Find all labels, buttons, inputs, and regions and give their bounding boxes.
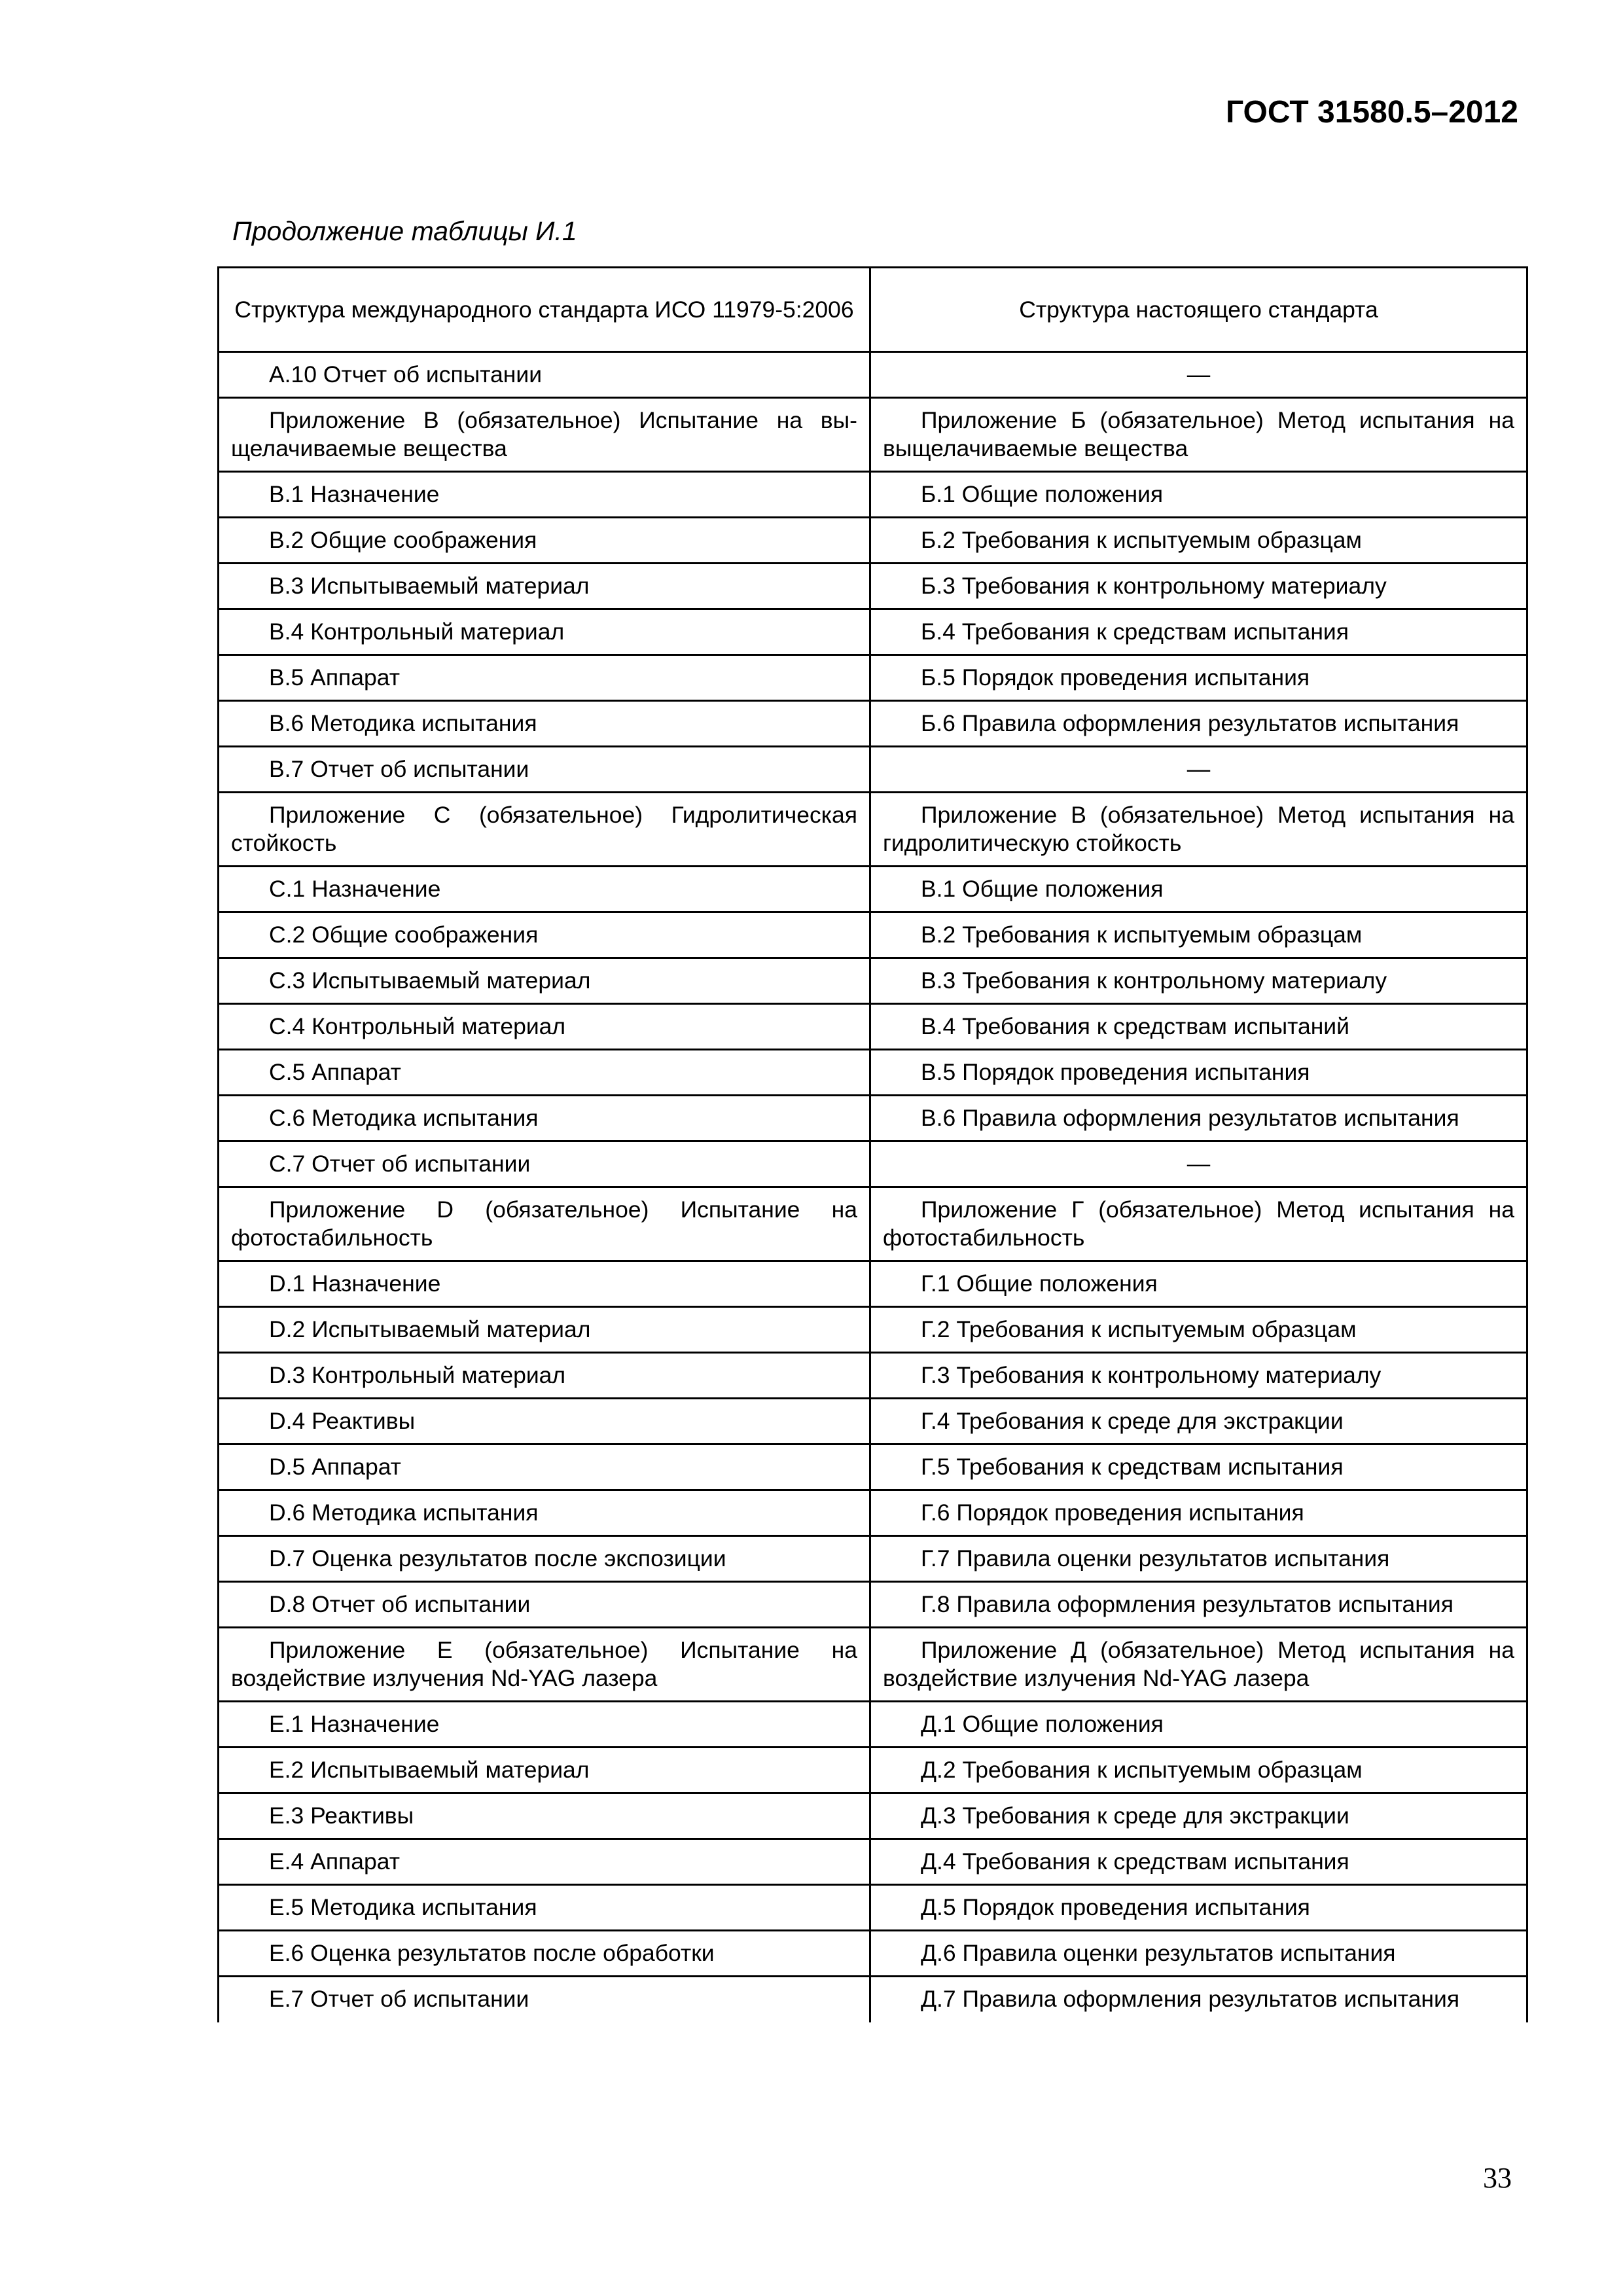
cell-national (870, 472, 1527, 518)
cell-text: D.7 Оценка результатов после экспозиции (269, 1545, 726, 1571)
table-row (219, 1793, 1527, 1839)
document-code: ГОСТ 31580.5–2012 (1225, 95, 1518, 130)
page-number: 33 (1483, 2162, 1512, 2194)
table-row (219, 793, 1527, 867)
cell-text: Г.6 Порядок проведения испытания (921, 1499, 1304, 1526)
cell-text: С.7 Отчет об испытании (269, 1151, 531, 1177)
table-row (219, 655, 1527, 701)
cell-national (870, 867, 1527, 912)
cell-text: В.2 Требования к испытуемым образцам (921, 922, 1363, 948)
cell-national (870, 912, 1527, 958)
cell-international (219, 793, 870, 867)
cell-national (870, 1748, 1527, 1793)
cell-text: В.6 Правила оформления результатов испытания (921, 1105, 1459, 1131)
cell-text: Д.6 Правила оценки результатов испытания (921, 1940, 1396, 1966)
table-row (219, 1399, 1527, 1444)
cell-international (219, 1307, 870, 1353)
table-row (219, 564, 1527, 609)
table-row (219, 1187, 1527, 1261)
cell-national (870, 1793, 1527, 1839)
cell-text: Е.1 Назначение (269, 1711, 440, 1737)
cell-international (219, 1141, 870, 1187)
table-row (219, 701, 1527, 747)
cell-national (870, 1261, 1527, 1307)
cell-text: Б.5 Порядок проведения испытания (921, 664, 1310, 691)
cell-national (870, 1536, 1527, 1582)
cell-national (870, 701, 1527, 747)
cell-international (219, 655, 870, 701)
table-row (219, 867, 1527, 912)
cell-text: D.6 Методика испытания (269, 1499, 539, 1526)
cell-text: Д.7 Правила оформления результатов испытания (921, 1986, 1460, 2012)
cell-text: Г.8 Правила оформления результатов испытания (921, 1591, 1454, 1617)
table-row (219, 1141, 1527, 1187)
table-row (219, 472, 1527, 518)
cell-international (219, 1582, 870, 1628)
table-row (219, 1353, 1527, 1399)
cell-national (870, 1050, 1527, 1096)
cell-national (870, 1187, 1527, 1261)
cell-text: D.8 Отчет об испытании (269, 1591, 531, 1617)
table-row (219, 1748, 1527, 1793)
table-row (219, 1490, 1527, 1536)
cell-text: Б.2 Требования к испытуемым образцам (921, 527, 1362, 553)
cell-national (870, 793, 1527, 867)
cell-international (219, 1050, 870, 1096)
cell-text: D.1 Назначение (269, 1270, 441, 1297)
cell-national (870, 1977, 1527, 2022)
cell-national (870, 1839, 1527, 1885)
cell-text: С.6 Методика испытания (269, 1105, 539, 1131)
table-row (219, 1702, 1527, 1748)
cell-text: В.1 Общие положения (921, 876, 1164, 902)
cell-international (219, 518, 870, 564)
cell-international (219, 1399, 870, 1444)
cell-text: Г.7 Правила оценки результатов испытания (921, 1545, 1390, 1571)
cell-international (219, 912, 870, 958)
cell-international (219, 1793, 870, 1839)
table-body (219, 352, 1527, 2022)
cell-text: В.5 Порядок проведения испытания (921, 1059, 1310, 1085)
cell-text: D.3 Контрольный материал (269, 1362, 566, 1388)
cell-text: С.4 Контрольный материал (269, 1013, 566, 1039)
cell-text: В.5 Аппарат (269, 664, 400, 691)
table-row (219, 1582, 1527, 1628)
cell-international (219, 1261, 870, 1307)
cell-text: Приложение С (обязательное) Гидролитическая стойкость (231, 802, 857, 856)
cell-international (219, 472, 870, 518)
cell-national (870, 564, 1527, 609)
cell-text: Д.4 Требования к средствам испытания (921, 1848, 1349, 1874)
table-row (219, 1839, 1527, 1885)
table-row (219, 518, 1527, 564)
cell-international (219, 609, 870, 655)
cell-text: Б.6 Правила оформления результатов испытания (921, 710, 1459, 736)
structure-comparison-table (217, 266, 1528, 2022)
cell-text: В.3 Испытываемый материал (269, 573, 590, 599)
table-row (219, 398, 1527, 472)
cell-international (219, 1977, 870, 2022)
table-row (219, 1628, 1527, 1702)
cell-international (219, 747, 870, 793)
table-row (219, 747, 1527, 793)
cell-text: Приложение Д (обязательное) Метод испытания на воздействие излучения Nd-YAG лазера (883, 1637, 1514, 1691)
table-header-row (219, 268, 1527, 352)
cell-text: Д.5 Порядок проведения испытания (921, 1894, 1310, 1920)
table-row (219, 352, 1527, 398)
cell-text: Е.3 Реактивы (269, 1803, 414, 1829)
cell-national (870, 518, 1527, 564)
cell-text: Г.4 Требования к среде для экстракции (921, 1408, 1344, 1434)
cell-national (870, 958, 1527, 1004)
cell-text: В.4 Контрольный материал (269, 619, 565, 645)
cell-text: Д.1 Общие положения (921, 1711, 1164, 1737)
cell-text: Приложение В (обязательное) Метод испытания на гидролитическую стойкость (883, 802, 1514, 856)
cell-text: С.5 Аппарат (269, 1059, 401, 1085)
cell-text: С.2 Общие соображения (269, 922, 539, 948)
cell-national (870, 1582, 1527, 1628)
cell-national (870, 1307, 1527, 1353)
table-row (219, 1096, 1527, 1141)
cell-international (219, 867, 870, 912)
table-caption: Продолжение таблицы И.1 (232, 216, 577, 246)
cell-text: — (1186, 1151, 1211, 1177)
table-row (219, 609, 1527, 655)
cell-international (219, 1748, 870, 1793)
cell-text: Д.2 Требования к испытуемым образцам (921, 1757, 1363, 1783)
cell-national (870, 655, 1527, 701)
cell-text: Е.6 Оценка результатов после обработки (269, 1940, 715, 1966)
cell-international (219, 1004, 870, 1050)
table-row (219, 1307, 1527, 1353)
cell-international (219, 564, 870, 609)
cell-national (870, 1931, 1527, 1977)
cell-international (219, 958, 870, 1004)
cell-text: А.10 Отчет об испытании (269, 361, 543, 387)
cell-national (870, 1628, 1527, 1702)
table-row (219, 1004, 1527, 1050)
table-row (219, 958, 1527, 1004)
cell-text: Е.2 Испытываемый материал (269, 1757, 590, 1783)
cell-text: Г.1 Общие положения (921, 1270, 1158, 1297)
cell-international (219, 701, 870, 747)
cell-text: Е.4 Аппарат (269, 1848, 400, 1874)
cell-text: Е.5 Методика испытания (269, 1894, 537, 1920)
cell-national (870, 1399, 1527, 1444)
cell-text: Приложение D (обязательное) Испытание на фотостабильность (231, 1196, 857, 1251)
cell-text: Д.3 Требования к среде для экстракции (921, 1803, 1349, 1829)
table-row (219, 1050, 1527, 1096)
cell-international (219, 1490, 870, 1536)
cell-national (870, 1004, 1527, 1050)
cell-text: Приложение В (обязательное) Испытание на вы-щелачиваемые вещества (231, 407, 857, 461)
cell-international (219, 1931, 870, 1977)
cell-text: Б.4 Требования к средствам испытания (921, 619, 1349, 645)
cell-text: Е.7 Отчет об испытании (269, 1986, 529, 2012)
cell-international (219, 1444, 870, 1490)
cell-national (870, 1141, 1527, 1187)
cell-text: D.2 Испытываемый материал (269, 1316, 591, 1342)
cell-text: В.4 Требования к средствам испытаний (921, 1013, 1349, 1039)
cell-international (219, 398, 870, 472)
cell-international (219, 1839, 870, 1885)
cell-text: D.4 Реактивы (269, 1408, 416, 1434)
cell-national (870, 352, 1527, 398)
cell-text: Б.1 Общие положения (921, 481, 1164, 507)
cell-national (870, 1444, 1527, 1490)
table-row (219, 1261, 1527, 1307)
cell-text: Г.5 Требования к средствам испытания (921, 1454, 1344, 1480)
cell-text: — (1186, 361, 1211, 387)
cell-national (870, 1885, 1527, 1931)
cell-text: В.6 Методика испытания (269, 710, 537, 736)
cell-national (870, 1096, 1527, 1141)
cell-national (870, 609, 1527, 655)
cell-international (219, 1885, 870, 1931)
cell-text: Приложение Е (обязательное) Испытание на воздействие излучения Nd-YAG лазера (231, 1637, 857, 1691)
cell-international (219, 1187, 870, 1261)
cell-text: Приложение Б (обязательное) Метод испытания на выщелачиваемые вещества (883, 407, 1514, 461)
cell-text: Приложение Г (обязательное) Метод испытания на фотостабильность (883, 1196, 1514, 1251)
cell-text: С.3 Испытываемый материал (269, 967, 591, 994)
cell-text: — (1186, 756, 1211, 782)
cell-text: В.3 Требования к контрольному материалу (921, 967, 1387, 994)
cell-international (219, 1096, 870, 1141)
cell-national (870, 747, 1527, 793)
cell-text: С.1 Назначение (269, 876, 441, 902)
column-header-international: Структура международного стандарта ИСО 11979-5:2006 (219, 268, 870, 352)
table-row (219, 1444, 1527, 1490)
cell-international (219, 1353, 870, 1399)
table-row (219, 1536, 1527, 1582)
table-row (219, 912, 1527, 958)
cell-international (219, 1702, 870, 1748)
table-row (219, 1931, 1527, 1977)
cell-national (870, 398, 1527, 472)
table-row (219, 1885, 1527, 1931)
table-row (219, 1977, 1527, 2022)
cell-text: В.7 Отчет об испытании (269, 756, 529, 782)
cell-international (219, 352, 870, 398)
cell-national (870, 1490, 1527, 1536)
column-header-national: Структура настоящего стандарта (870, 268, 1527, 352)
cell-text: Б.3 Требования к контрольному материалу (921, 573, 1387, 599)
cell-international (219, 1628, 870, 1702)
cell-text: В.2 Общие соображения (269, 527, 537, 553)
cell-national (870, 1702, 1527, 1748)
cell-text: Г.3 Требования к контрольному материалу (921, 1362, 1382, 1388)
cell-text: D.5 Аппарат (269, 1454, 401, 1480)
cell-national (870, 1353, 1527, 1399)
cell-text: В.1 Назначение (269, 481, 440, 507)
cell-international (219, 1536, 870, 1582)
cell-text: Г.2 Требования к испытуемым образцам (921, 1316, 1357, 1342)
